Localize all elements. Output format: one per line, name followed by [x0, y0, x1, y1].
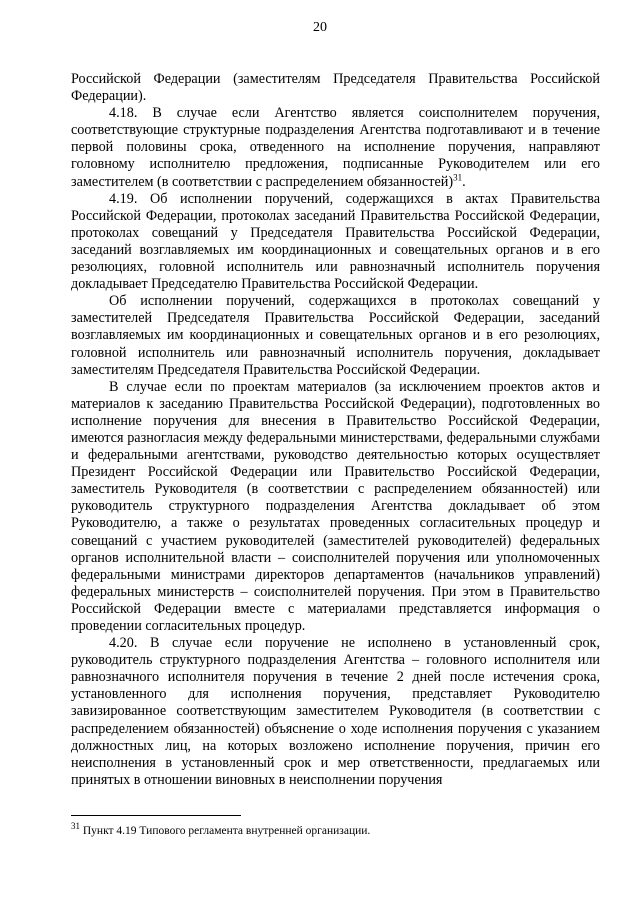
paragraph-4-18 — [71, 105, 600, 190]
document-body — [71, 71, 600, 789]
footnote-text: Пункт 4.19 Типового регламента внутренней организации. — [80, 825, 371, 837]
paragraph-4-20: 4.20. В случае если поручение не исполнено в установленный срок, руководитель структурного подразделения Агентства – головного исполнителя или равнозначного исполнителя поручения в течение 2 дней после истечения срока, установленного для исполнения поручения, представляет Руководителю завизированное соответствующим заместителем Руководителя (в соответствии с распределением обязанностей) объяснение о ходе исполнения поручения с указанием должностных лиц, на которых возложено исполнение поручения, причин его неисполнения в установленный срок и мер ответственности, предлагаемых или принятых в отношении виновных в неисполнении поручения — [71, 635, 600, 788]
footnote — [71, 821, 600, 838]
paragraph-text: 4.18. В случае если Агентство является соисполнителем поручения, соответствующие структурные подразделения Агентства подготавливают и в течение первой половины срока, отведенного на исполнение поручения, направляют головному исполнителю предложения, подписанные Руководителем или его заместителем (в соответствии с распределением обязанностей) — [71, 105, 600, 190]
footnote-divider — [71, 815, 241, 816]
footnote-reference: 31 — [453, 171, 463, 182]
paragraph-end: . — [462, 173, 466, 190]
footnote-marker: 31 — [71, 821, 80, 832]
paragraph-4-19: 4.19. Об исполнении поручений, содержащихся в актах Правительства Российской Федерации, протоколах заседаний Правительства Российской Федерации, протоколах совещаний у Председателя Правительства Российской Федерации, заседаний возглавляемых им координационных и совещательных органов и в его резолюциях, головной исполнитель или равнозначный исполнитель поручения докладывает Председателю Правительства Российской Федерации. — [71, 190, 600, 293]
page-number: 20 — [313, 20, 327, 35]
paragraph: В случае если по проектам материалов (за исключением проектов актов и материалов к заседанию Правительства Российской Федерации), подготовленных во исполнение поручения для внесения в Правительство Российской Федерации, имеются разногласия между федеральными министерствами, федеральными службами и федеральными агентствами, руководство деятельностью которых осуществляет Президент Российской Федерации или Правительство Российской Федерации, заместитель Руководителя (в соответствии с распределением обязанностей) или руководитель структурного подразделения Агентства докладывает об этом Руководителю, а также о результатах проведенных согласительных процедур и совещаний с участием руководителей (заместителей руководителей) федеральных органов исполнительной власти – соисполнителей поручения или уполномоченных федеральными министрами директоров департаментов (начальников управлений) федеральных министерств – соисполнителей поручения. При этом в Правительство Российской Федерации вместе с материалами представляется информация о проведении согласительных процедур. — [71, 378, 600, 634]
paragraph: Российской Федерации (заместителям Председателя Правительства Российской Федерации). — [71, 71, 600, 105]
paragraph: Об исполнении поручений, содержащихся в протоколах совещаний у заместителей Председателя Правительства Российской Федерации, заседаний возглавляемых им координационных и совещательных органов и в его резолюциях, головной исполнитель или равнозначный исполнитель поручения, докладывает заместителям Председателя Правительства Российской Федерации. — [71, 293, 600, 378]
